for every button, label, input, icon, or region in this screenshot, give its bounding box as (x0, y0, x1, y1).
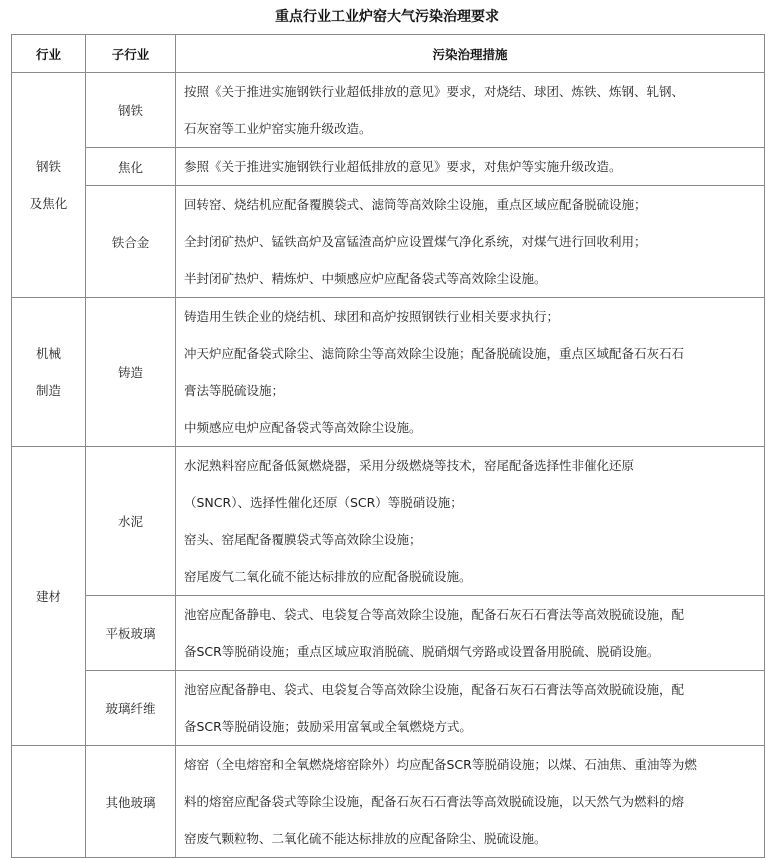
measure-line: 窑尾废气二氧化硫不能达标排放的应配备脱硫设施。 (184, 569, 472, 584)
industry-label: 钢铁 (35, 159, 61, 174)
measures-cell (176, 447, 765, 596)
measure-line: 池窑应配备静电、袋式、电袋复合等高效除尘设施，配备石灰石石膏法等高效脱硫设施，配 (184, 682, 685, 697)
industry-cell (12, 298, 86, 447)
measure-line: 铸造用生铁企业的烧结机、球团和高炉按照钢铁行业相关要求执行； (184, 309, 560, 324)
measure-line: 膏法等脱硫设施； (184, 383, 285, 398)
measure-line: 备SCR等脱硝设施；重点区域应取消脱硫、脱硝烟气旁路或设置备用脱硫、脱硝设施。 (184, 644, 660, 659)
sub-industry-cell: 铸造 (86, 298, 176, 447)
document-title: 重点行业工业炉窑大气污染治理要求 (275, 9, 499, 25)
measure-line: 熔窑（全电熔窑和全氧燃烧熔窑除外）均应配备SCR等脱硝设施；以煤、石油焦、重油等为燃 (184, 757, 697, 772)
table-row (12, 596, 765, 671)
sub-industry-cell: 焦化 (86, 148, 176, 186)
measure-line: 石灰窑等工业炉窑实施升级改造。 (184, 121, 372, 136)
table-row (12, 447, 765, 596)
requirements-table (11, 34, 765, 858)
table-row (12, 746, 765, 858)
table-header-row (12, 35, 765, 73)
measure-line: 池窑应配备静电、袋式、电袋复合等高效除尘设施，配备石灰石石膏法等高效脱硫设施，配 (184, 607, 685, 622)
table-row (12, 671, 765, 746)
measure-line: 中频感应电炉应配备袋式等高效除尘设施。 (184, 420, 422, 435)
table-row (12, 298, 765, 447)
measure-line: 备SCR等脱硝设施；鼓励采用富氧或全氧燃烧方式。 (184, 719, 472, 734)
measures-cell (176, 671, 765, 746)
header-industry: 行业 (12, 35, 86, 73)
sub-industry-cell: 钢铁 (86, 73, 176, 148)
measure-line: 全封闭矿热炉、锰铁高炉及富锰渣高炉应设置煤气净化系统，对煤气进行回收利用； (184, 234, 647, 249)
measures-cell (176, 596, 765, 671)
table-row (12, 148, 765, 186)
industry-label: 建材 (35, 588, 61, 604)
measures-cell (176, 186, 765, 298)
industry-cell (12, 447, 86, 746)
measure-line: 回转窑、烧结机应配备覆膜袋式、滤筒等高效除尘设施，重点区域应配备脱硫设施； (184, 197, 647, 212)
measures-cell (176, 298, 765, 447)
industry-cell (12, 746, 86, 858)
measure-line: 窑头、窑尾配备覆膜袋式等高效除尘设施； (184, 532, 422, 547)
measures-cell (176, 73, 765, 148)
measure-line: 窑废气颗粒物、二氧化硫不能达标排放的应配备除尘、脱硫设施。 (184, 831, 547, 846)
measure-line: 参照《关于推进实施钢铁行业超低排放的意见》要求，对焦炉等实施升级改造。 (184, 159, 622, 174)
industry-label: 机械 (35, 346, 61, 361)
sub-industry-cell: 铁合金 (86, 186, 176, 298)
measure-line: （SNCR）、选择性催化还原（SCR）等脱硝设施； (184, 495, 463, 510)
measure-line: 半封闭矿热炉、精炼炉、中频感应炉应配备袋式等高效除尘设施。 (184, 271, 547, 286)
header-sub-industry: 子行业 (86, 35, 176, 73)
sub-industry-cell: 其他玻璃 (86, 746, 176, 858)
measure-line: 冲天炉应配备袋式除尘、滤筒除尘等高效除尘设施；配备脱硫设施，重点区域配备石灰石石 (184, 346, 685, 361)
measures-cell (176, 746, 765, 858)
sub-industry-cell: 玻璃纤维 (86, 671, 176, 746)
industry-label: 及焦化 (29, 196, 68, 211)
measures-cell (176, 148, 765, 186)
measure-line: 料的熔窑应配备袋式等除尘设施，配备石灰石石膏法等高效脱硫设施，以天然气为燃料的熔 (184, 794, 685, 809)
sub-industry-cell: 水泥 (86, 447, 176, 596)
sub-industry-cell: 平板玻璃 (86, 596, 176, 671)
measure-line: 按照《关于推进实施钢铁行业超低排放的意见》要求，对烧结、球团、炼铁、炼钢、轧钢、 (184, 84, 685, 99)
header-measures: 污染治理措施 (176, 35, 765, 73)
table-row (12, 186, 765, 298)
measure-line: 水泥熟料窑应配备低氮燃烧器，采用分级燃烧等技术，窑尾配备选择性非催化还原 (184, 458, 635, 473)
table-row (12, 73, 765, 148)
industry-label: 制造 (35, 383, 61, 398)
industry-cell (12, 73, 86, 298)
